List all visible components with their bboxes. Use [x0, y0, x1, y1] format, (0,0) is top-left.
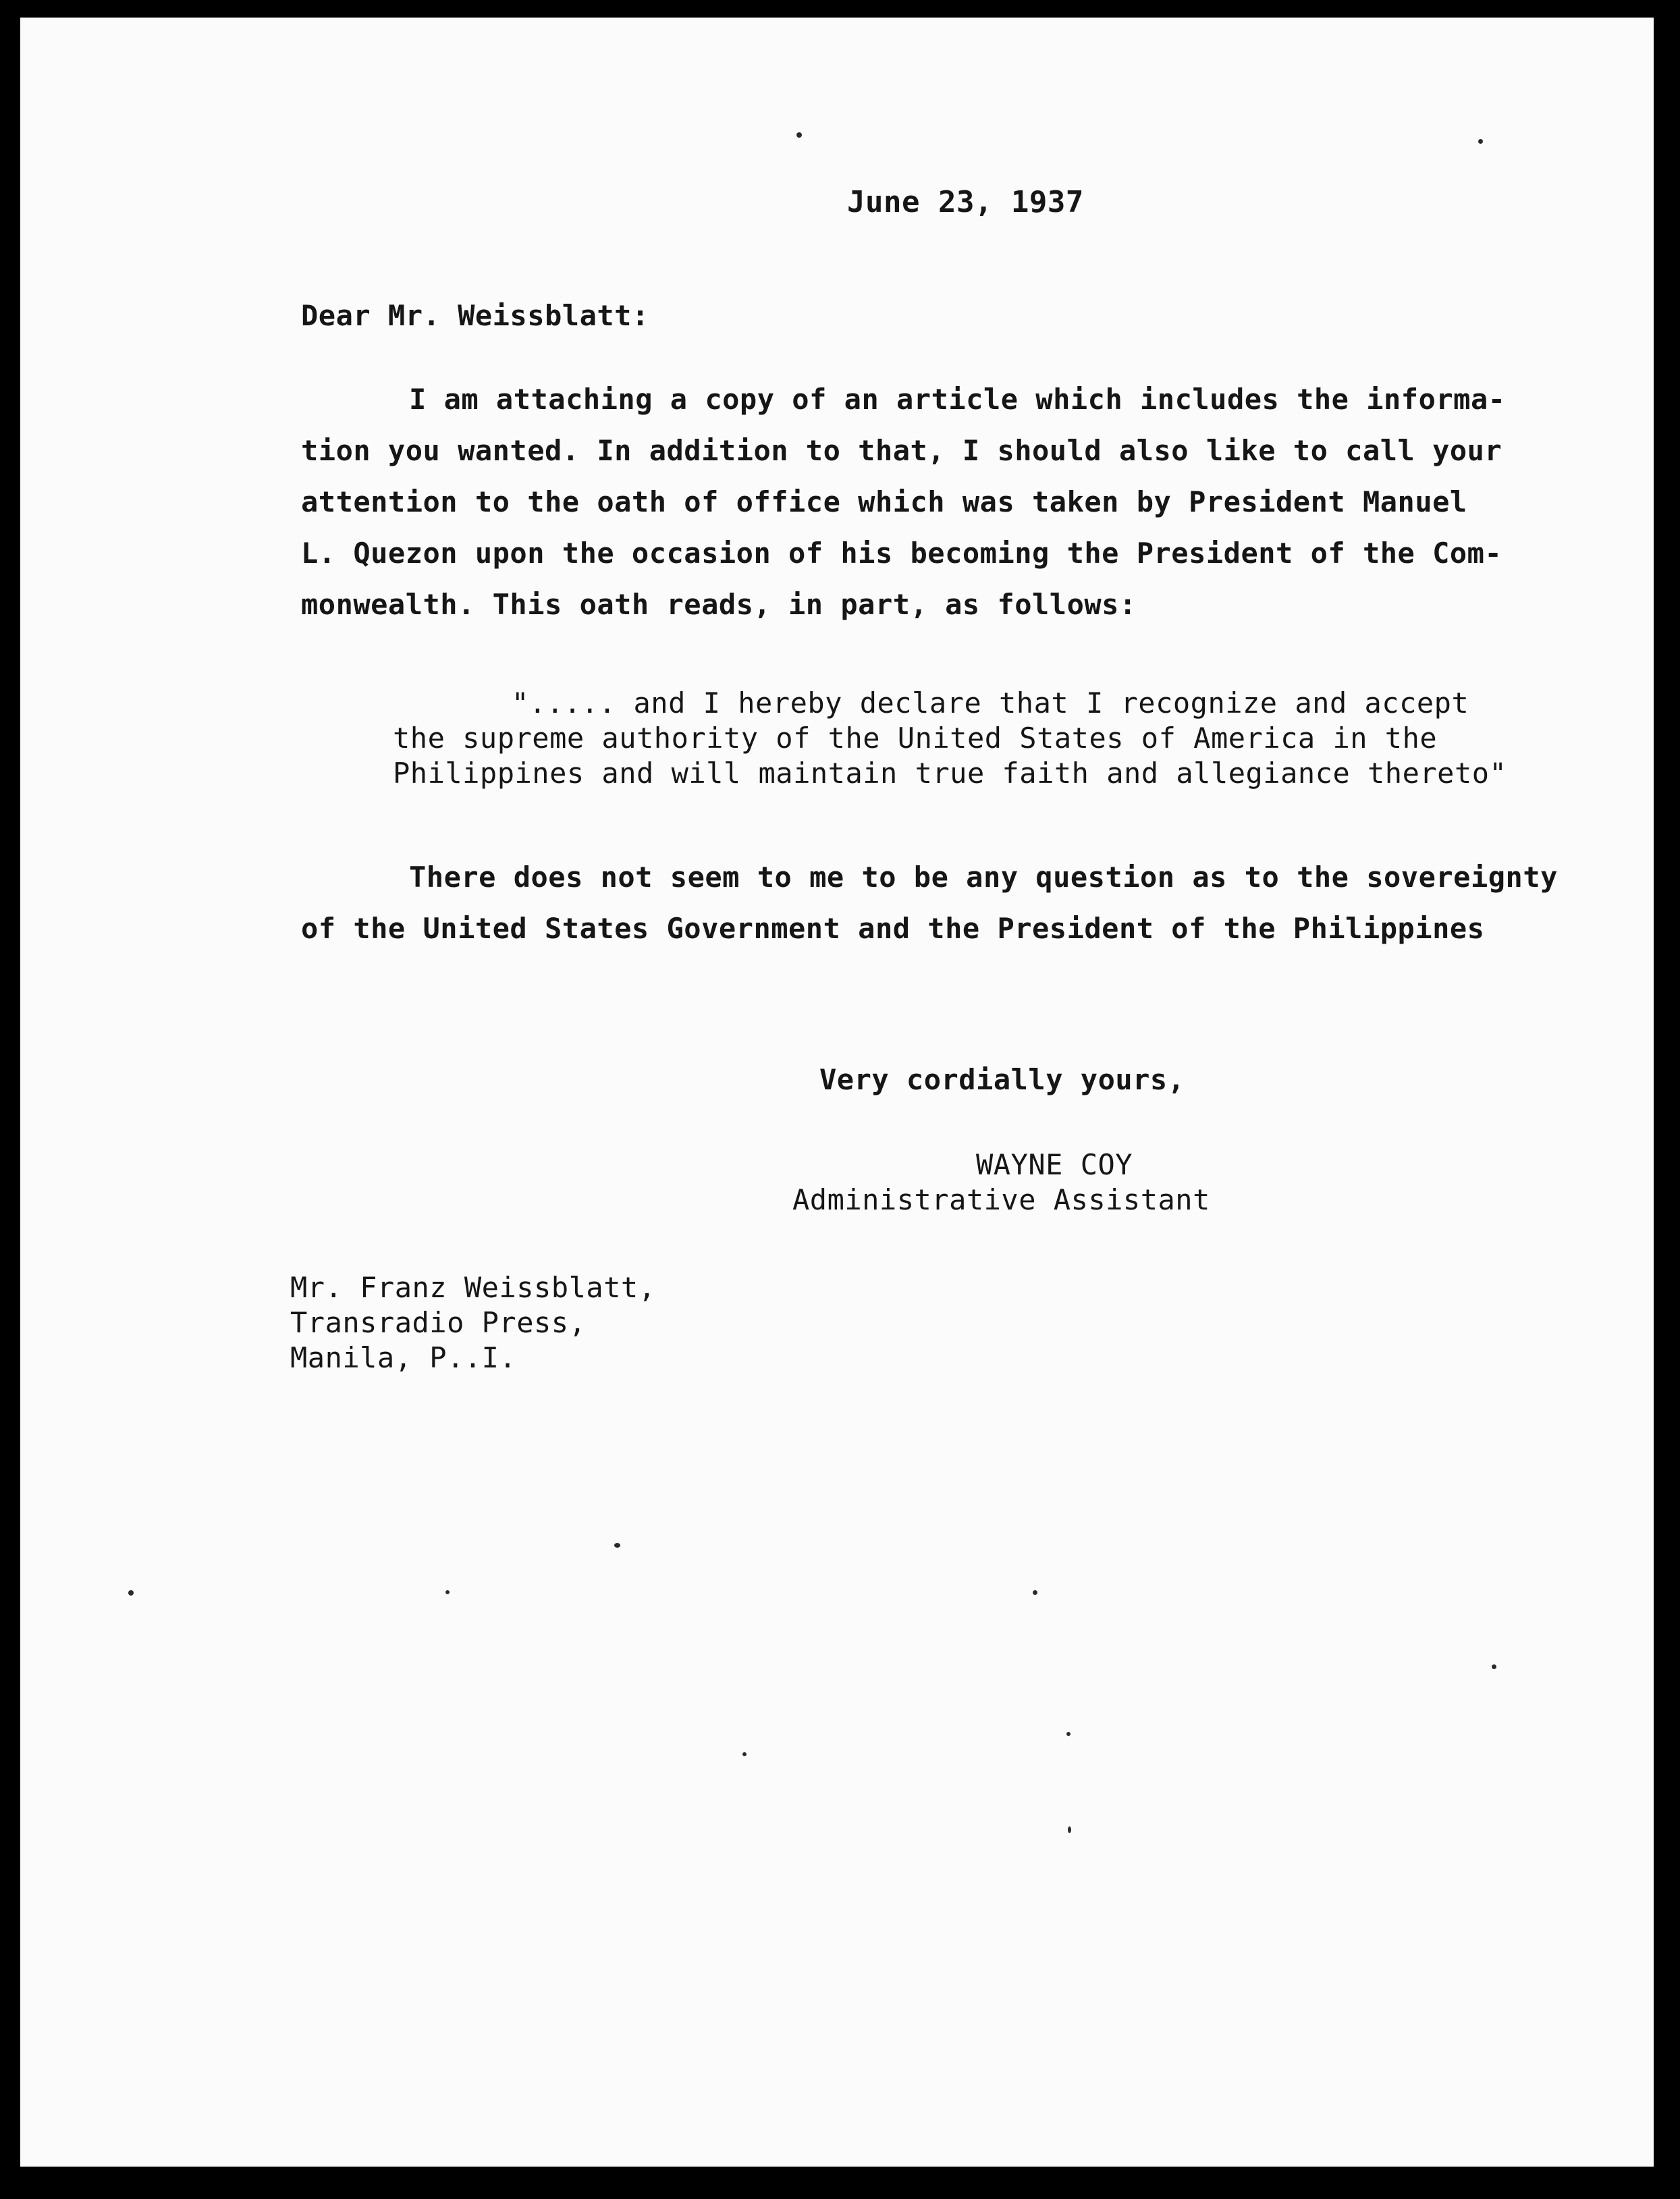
oath-quote-line: Philippines and will maintain true faith and allegiance thereto": [393, 757, 1507, 790]
paragraph-1-line: I am attaching a copy of an article which includes the informa-: [409, 383, 1506, 416]
scan-speck: [1066, 1732, 1071, 1736]
salutation: Dear Mr. Weissblatt:: [301, 299, 649, 332]
paragraph-1-line: attention to the oath of office which was taken by President Manuel: [301, 485, 1467, 518]
oath-quote-line: "..... and I hereby declare that I recognize and accept: [512, 686, 1469, 720]
paragraph-1: [301, 374, 1506, 630]
scan-speck: [614, 1543, 620, 1548]
signature-block: [792, 1147, 1210, 1218]
scan-speck: [1033, 1590, 1037, 1595]
signer-name: WAYNE COY: [976, 1148, 1133, 1181]
signer-title: Administrative Assistant: [792, 1183, 1210, 1216]
paragraph-2-line: of the United States Government and the President of the Philippines: [301, 912, 1485, 945]
recipient-address: [290, 1270, 656, 1376]
scan-speck: [1068, 1826, 1071, 1833]
paragraph-2-line: There does not seem to me to be any question as to the sovereignty: [409, 861, 1558, 894]
paragraph-1-line: monwealth. This oath reads, in part, as follows:: [301, 588, 1137, 621]
scan-speck: [742, 1752, 747, 1756]
scan-speck: [445, 1590, 450, 1594]
recipient-line: Manila, P..I.: [290, 1341, 517, 1374]
closing: Very cordially yours,: [819, 1063, 1185, 1096]
scan-speck: [1492, 1664, 1496, 1669]
letter-page: [20, 18, 1654, 2167]
paragraph-2: [301, 852, 1558, 954]
scan-speck: [796, 132, 802, 138]
recipient-line: Transradio Press,: [290, 1306, 587, 1339]
letter-date: June 23, 1937: [847, 185, 1084, 219]
oath-quote-line: the supreme authority of the United States of America in the: [393, 722, 1438, 755]
paragraph-1-line: tion you wanted. In addition to that, I should also like to call your: [301, 434, 1502, 467]
scan-speck: [128, 1590, 134, 1596]
recipient-line: Mr. Franz Weissblatt,: [290, 1271, 656, 1304]
paragraph-1-line: L. Quezon upon the occasion of his becoming the President of the Com-: [301, 537, 1502, 570]
scan-speck: [1478, 139, 1483, 144]
oath-quote: [393, 686, 1507, 791]
